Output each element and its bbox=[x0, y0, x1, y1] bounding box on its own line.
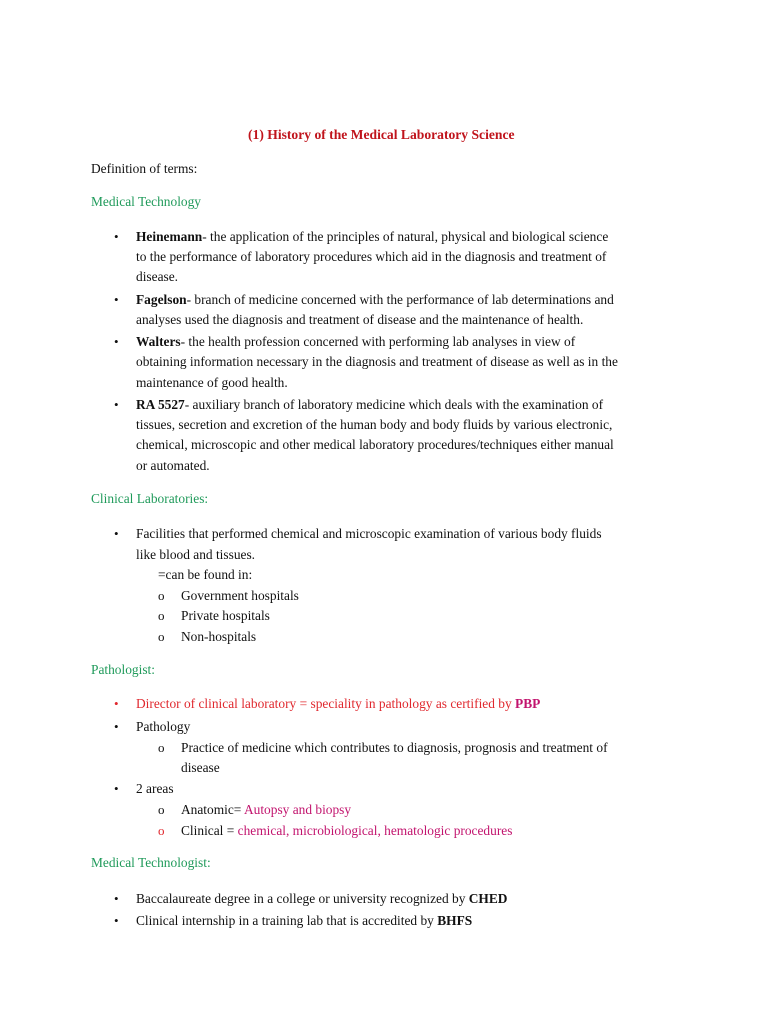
clinlab-sub-nonhospitals: Non-hospitals bbox=[181, 629, 257, 644]
definition-heading: Definition of terms: bbox=[91, 161, 198, 176]
ra5527-line-3: chemical, microscopic and other medical laboratory procedures/techniques either manual bbox=[136, 437, 614, 452]
clinlab-sub-government: Government hospitals bbox=[181, 588, 299, 603]
fagelson-line-2: analyses used the diagnosis and treatment of disease and the maintenance of health. bbox=[136, 312, 584, 327]
ra5527-line-4: or automated. bbox=[136, 458, 210, 473]
clinlab-line-1: Facilities that performed chemical and microscopic examination of various body fluids bbox=[136, 526, 602, 541]
bullet-icon: • bbox=[114, 781, 119, 796]
anatomic-area bbox=[181, 800, 351, 820]
anatomic-label: Anatomic= bbox=[181, 802, 244, 817]
pathology-sub-line-2: disease bbox=[181, 760, 220, 775]
medtechnologist-item-2 bbox=[136, 911, 472, 931]
director-text: Director of clinical laboratory = speciality in pathology as certified by bbox=[136, 696, 516, 711]
medtechnologist-item-1 bbox=[136, 889, 507, 909]
item2-text: Clinical internship in a training lab that is accredited by bbox=[136, 913, 438, 928]
bullet-icon: • bbox=[114, 397, 119, 412]
pathologist-director bbox=[136, 694, 540, 714]
medtech-heading: Medical Technology bbox=[91, 194, 202, 209]
medtech-item-heinemann bbox=[136, 227, 608, 247]
anatomic-value: Autopsy and biopsy bbox=[243, 802, 352, 817]
sub-bullet-icon: o bbox=[158, 608, 165, 623]
bullet-icon: • bbox=[114, 891, 119, 906]
ra5527-line-1: - auxiliary branch of laboratory medicine which deals with the examination of bbox=[184, 397, 604, 412]
clinlab-found-in: =can be found in: bbox=[158, 567, 253, 582]
sub-bullet-icon: o bbox=[158, 740, 165, 755]
sub-bullet-icon: o bbox=[158, 802, 165, 817]
walters-line-3: maintenance of good health. bbox=[136, 375, 288, 390]
bullet-icon: • bbox=[114, 292, 119, 307]
clinical-value: chemical, microbiological, hematologic procedures bbox=[237, 823, 513, 838]
clinlab-heading: Clinical Laboratories: bbox=[91, 491, 209, 506]
fagelson-line-1: - branch of medicine concerned with the performance of lab determinations and bbox=[186, 292, 614, 307]
walters-line-1: - the health profession concerned with performing lab analyses in view of bbox=[180, 334, 576, 349]
heinemann-line-1: - the application of the principles of natural, physical and biological science bbox=[202, 229, 609, 244]
item1-text: Baccalaureate degree in a college or university recognized by bbox=[136, 891, 469, 906]
medtech-item-walters bbox=[136, 332, 575, 352]
pathologist-heading: Pathologist: bbox=[91, 662, 155, 677]
document-title: (1) History of the Medical Laboratory Science bbox=[248, 127, 515, 142]
medtech-item-ra5527 bbox=[136, 395, 603, 415]
walters-line-2: obtaining information necessary in the diagnosis and treatment of disease as well as in the bbox=[136, 354, 618, 369]
sub-bullet-icon: o bbox=[158, 629, 165, 644]
heinemann-line-2: to the performance of laboratory procedures which aid in the diagnosis and treatment of bbox=[136, 249, 607, 264]
areas-label: 2 areas bbox=[136, 781, 174, 796]
medtechnologist-heading: Medical Technologist: bbox=[91, 855, 211, 870]
clinical-label: Clinical = bbox=[181, 823, 238, 838]
clinlab-sub-private: Private hospitals bbox=[181, 608, 270, 623]
medtech-item-fagelson bbox=[136, 290, 614, 310]
pathology-label: Pathology bbox=[136, 719, 191, 734]
term-heinemann: Heinemann bbox=[136, 229, 203, 244]
term-fagelson: Fagelson bbox=[136, 292, 187, 307]
sub-bullet-icon: o bbox=[158, 823, 165, 838]
term-ra5527: RA 5527 bbox=[136, 397, 185, 412]
pathology-sub-line-1: Practice of medicine which contributes to diagnosis, prognosis and treatment of bbox=[181, 740, 608, 755]
heinemann-line-3: disease. bbox=[136, 269, 179, 284]
bullet-icon: • bbox=[114, 334, 119, 349]
pbp-label: PBP bbox=[515, 696, 541, 711]
clinlab-line-2: like blood and tissues. bbox=[136, 547, 256, 562]
clinical-area bbox=[181, 821, 512, 841]
bullet-icon: • bbox=[114, 229, 119, 244]
sub-bullet-icon: o bbox=[158, 588, 165, 603]
bullet-icon: • bbox=[114, 719, 119, 734]
bullet-icon: • bbox=[114, 696, 119, 711]
bullet-icon: • bbox=[114, 913, 119, 928]
term-walters: Walters bbox=[136, 334, 181, 349]
ched-label: CHED bbox=[468, 891, 508, 906]
bullet-icon: • bbox=[114, 526, 119, 541]
bhfs-label: BHFS bbox=[437, 913, 473, 928]
ra5527-line-2: tissues, secretion and excretion of the human body and body fluids by various electronic, bbox=[136, 417, 613, 432]
